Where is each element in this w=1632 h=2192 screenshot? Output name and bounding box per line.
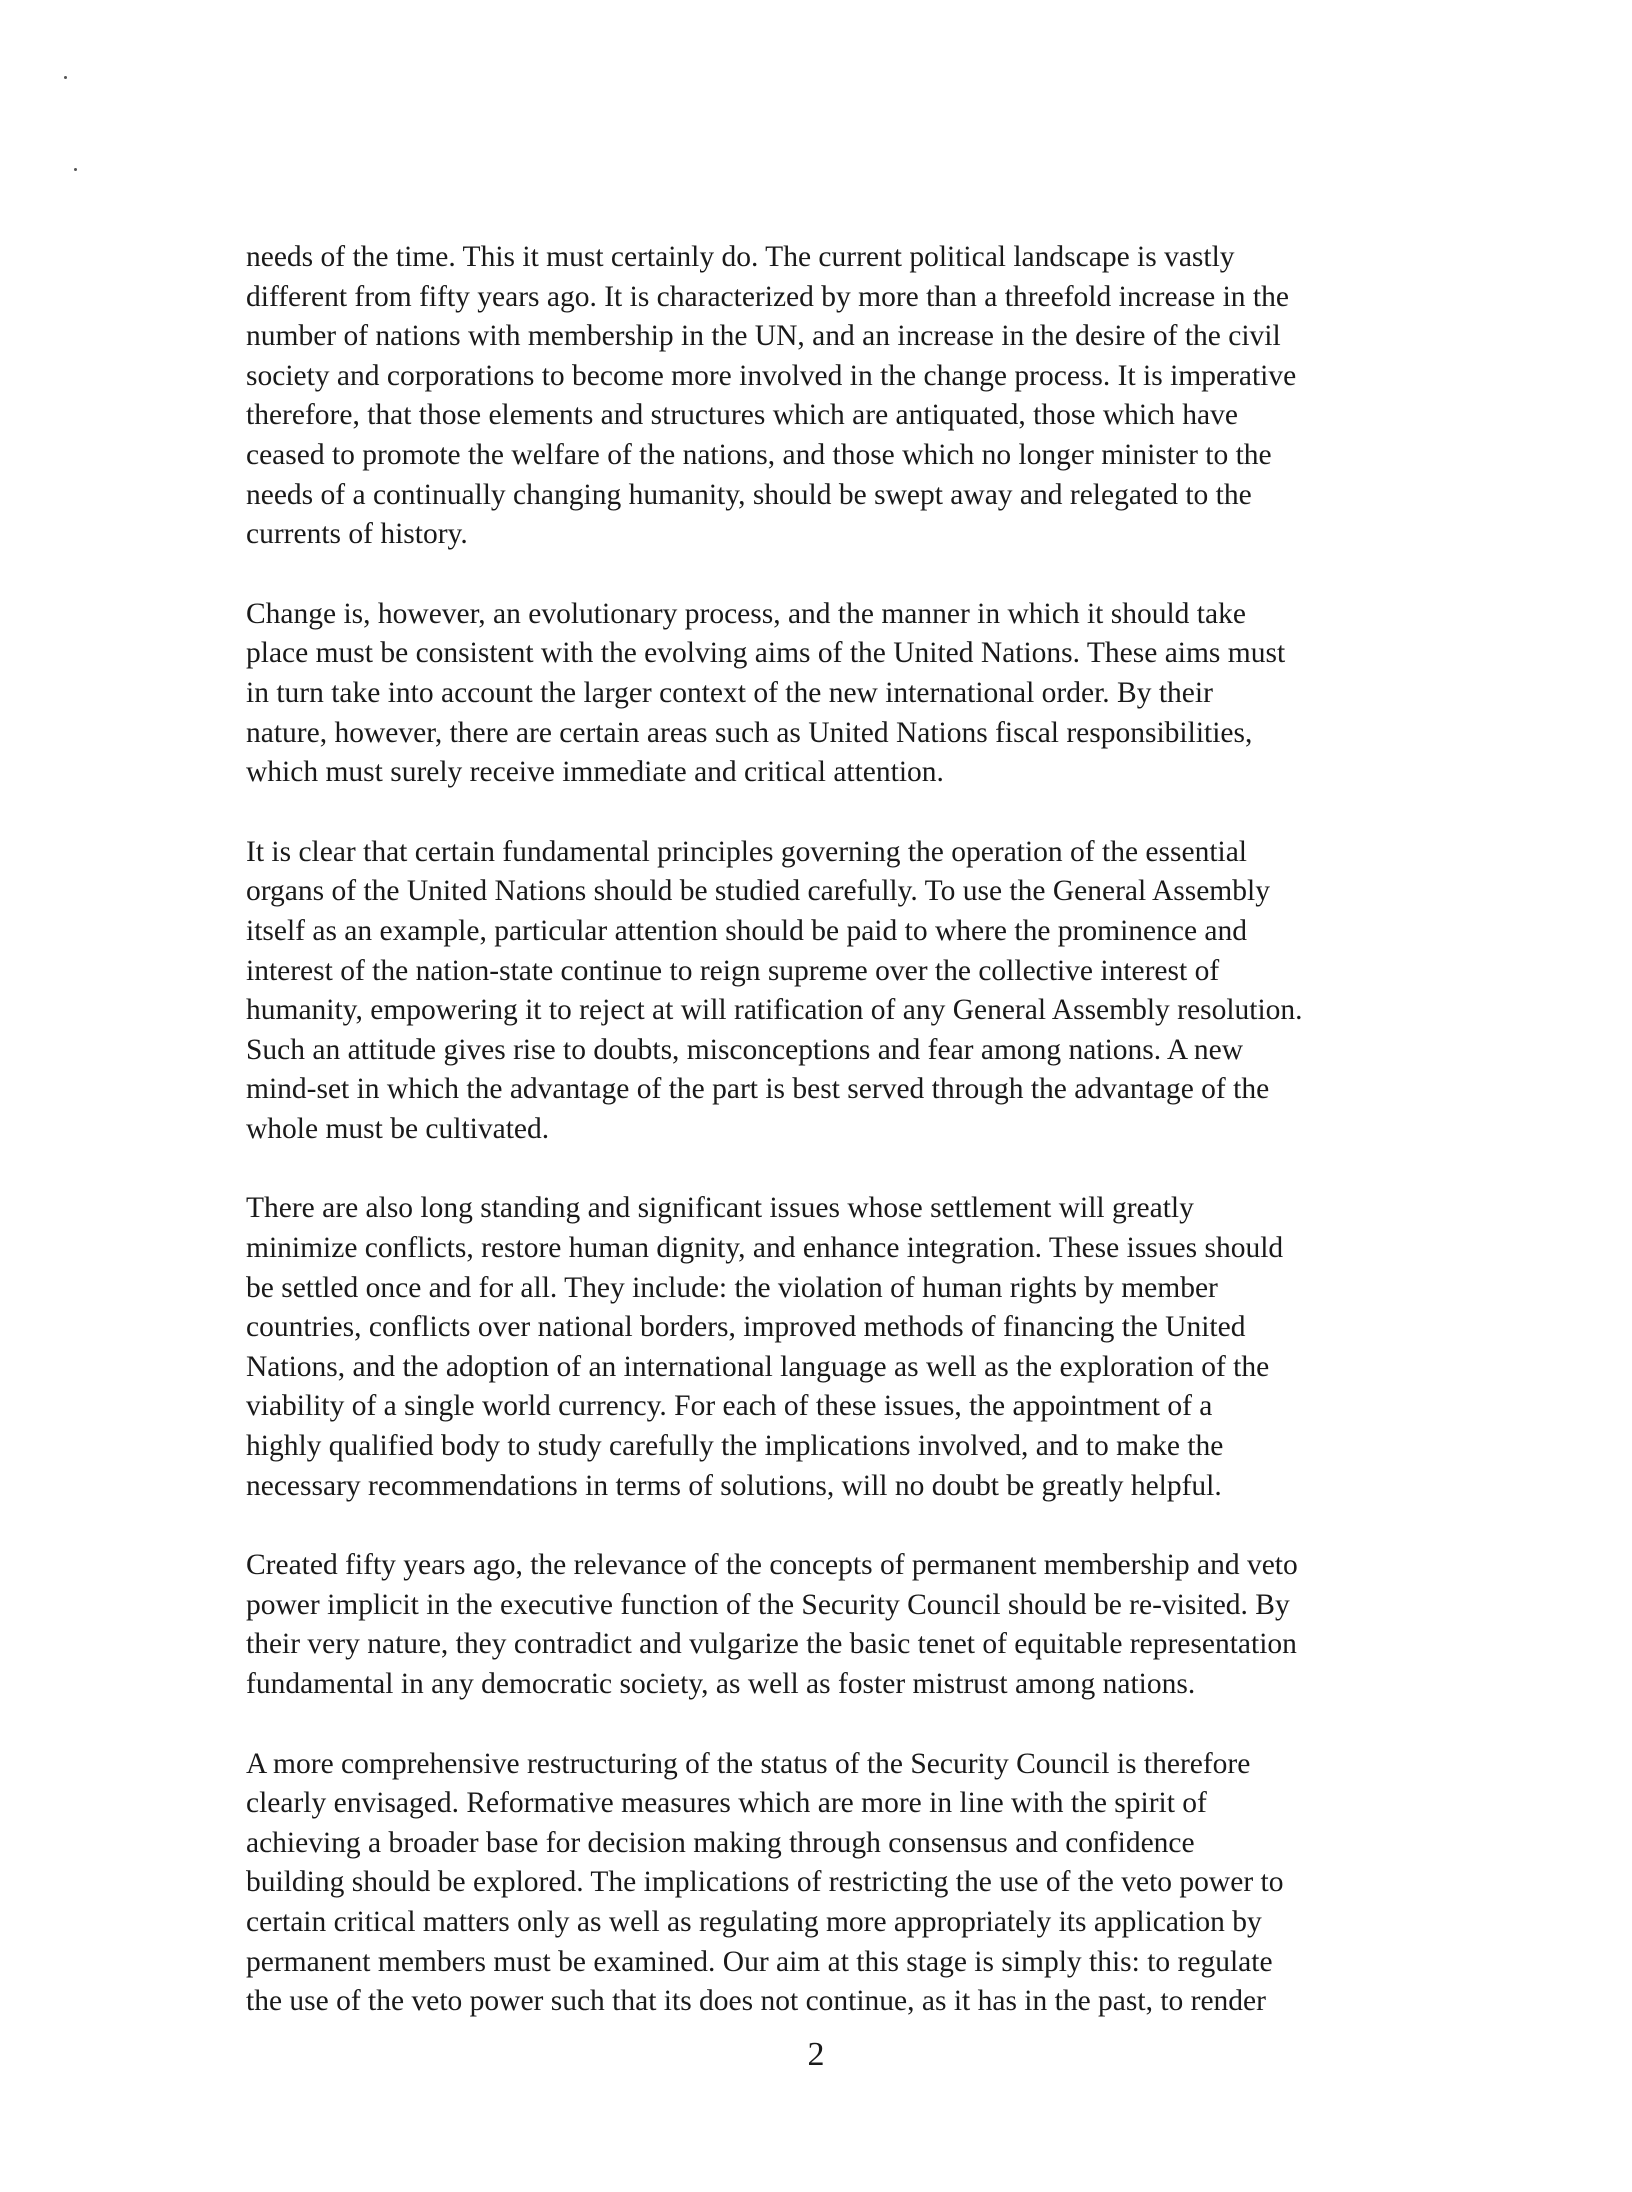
text-line: viability of a single world currency. For each of these issues, the appointment of a xyxy=(246,1390,1213,1423)
text-line: interest of the nation-state continue to reign supreme over the collective interest of xyxy=(246,954,1220,987)
text-line: needs of a continually changing humanity, should be swept away and relegated to the xyxy=(246,478,1252,511)
text-line: It is clear that certain fundamental principles governing the operation of the essential xyxy=(246,835,1247,868)
text-line: needs of the time. This it must certainly do. The current political landscape is vastly xyxy=(246,241,1235,273)
text-line: building should be explored. The implications of restricting the use of the veto power to xyxy=(246,1866,1284,1899)
text-line: Such an attitude gives rise to doubts, misconceptions and fear among nations. A new xyxy=(246,1033,1244,1066)
text-line: There are also long standing and significant issues whose settlement will greatly xyxy=(246,1192,1194,1225)
paragraph xyxy=(246,595,1466,793)
text-line: number of nations with membership in the UN, and an increase in the desire of the civil xyxy=(246,320,1281,353)
text-line: be settled once and for all. They include: the violation of human rights by member xyxy=(246,1271,1218,1304)
text-line: fundamental in any democratic society, as well as foster mistrust among nations. xyxy=(246,1668,1196,1700)
text-line: therefore, that those elements and structures which are antiquated, those which have xyxy=(246,399,1238,432)
scan-speck xyxy=(74,168,77,171)
text-line: power implicit in the executive function of the Security Council should be re-visited. By xyxy=(246,1588,1290,1621)
text-line: the use of the veto power such that its does not continue, as it has in the past, to render xyxy=(246,1985,1266,2018)
text-line: certain critical matters only as well as regulating more appropriately its application by xyxy=(246,1905,1262,1938)
text-line: clearly envisaged. Reformative measures which are more in line with the spirit of xyxy=(246,1787,1207,1820)
document-body xyxy=(246,238,1466,2062)
text-line: different from fifty years ago. It is characterized by more than a threefold increase in the xyxy=(246,280,1289,313)
text-line: mind-set in which the advantage of the part is best served through the advantage of the xyxy=(246,1073,1270,1106)
text-line: highly qualified body to study carefully the implications involved, and to make the xyxy=(246,1430,1224,1463)
text-line: Change is, however, an evolutionary process, and the manner in which it should take xyxy=(246,597,1246,630)
text-line: place must be consistent with the evolving aims of the United Nations. These aims must xyxy=(246,637,1286,670)
text-line: whole must be cultivated. xyxy=(246,1112,550,1145)
text-line: Created fifty years ago, the relevance of the concepts of permanent membership and veto xyxy=(246,1549,1298,1582)
text-line: in turn take into account the larger context of the new international order. By their xyxy=(246,676,1213,709)
text-line: itself as an example, particular attention should be paid to where the prominence and xyxy=(246,914,1248,947)
text-line: permanent members must be examined. Our aim at this stage is simply this: to regulate xyxy=(246,1945,1273,1978)
text-line: which must surely receive immediate and critical attention. xyxy=(246,756,944,789)
text-line: society and corporations to become more involved in the change process. It is imperative xyxy=(246,359,1297,392)
paragraph xyxy=(246,1546,1466,1704)
page-number: 2 xyxy=(807,2036,825,2073)
scan-speck xyxy=(64,76,67,79)
paragraph xyxy=(246,833,1466,1150)
text-line: achieving a broader base for decision making through consensus and confidence xyxy=(246,1826,1195,1859)
paragraph xyxy=(246,1745,1466,2022)
text-line: Nations, and the adoption of an international language as well as the exploration of the xyxy=(246,1350,1270,1383)
text-line: organs of the United Nations should be studied carefully. To use the General Assembly xyxy=(246,875,1270,908)
text-line: necessary recommendations in terms of solutions, will no doubt be greatly helpful. xyxy=(246,1469,1222,1502)
text-line: minimize conflicts, restore human dignity, and enhance integration. These issues should xyxy=(246,1232,1284,1265)
text-line: ceased to promote the welfare of the nations, and those which no longer minister to the xyxy=(246,438,1272,471)
text-line: humanity, empowering it to reject at will ratification of any General Assembly resolution. xyxy=(246,994,1303,1027)
text-line: countries, conflicts over national borders, improved methods of financing the United xyxy=(246,1311,1246,1344)
text-line: their very nature, they contradict and vulgarize the basic tenet of equitable representation xyxy=(246,1628,1297,1661)
paragraph xyxy=(246,238,1466,555)
text-line: nature, however, there are certain areas such as United Nations fiscal responsibilities, xyxy=(246,716,1253,749)
paragraph xyxy=(246,1189,1466,1506)
text-line: currents of history. xyxy=(246,518,468,551)
text-line: A more comprehensive restructuring of the status of the Security Council is therefore xyxy=(246,1747,1251,1780)
